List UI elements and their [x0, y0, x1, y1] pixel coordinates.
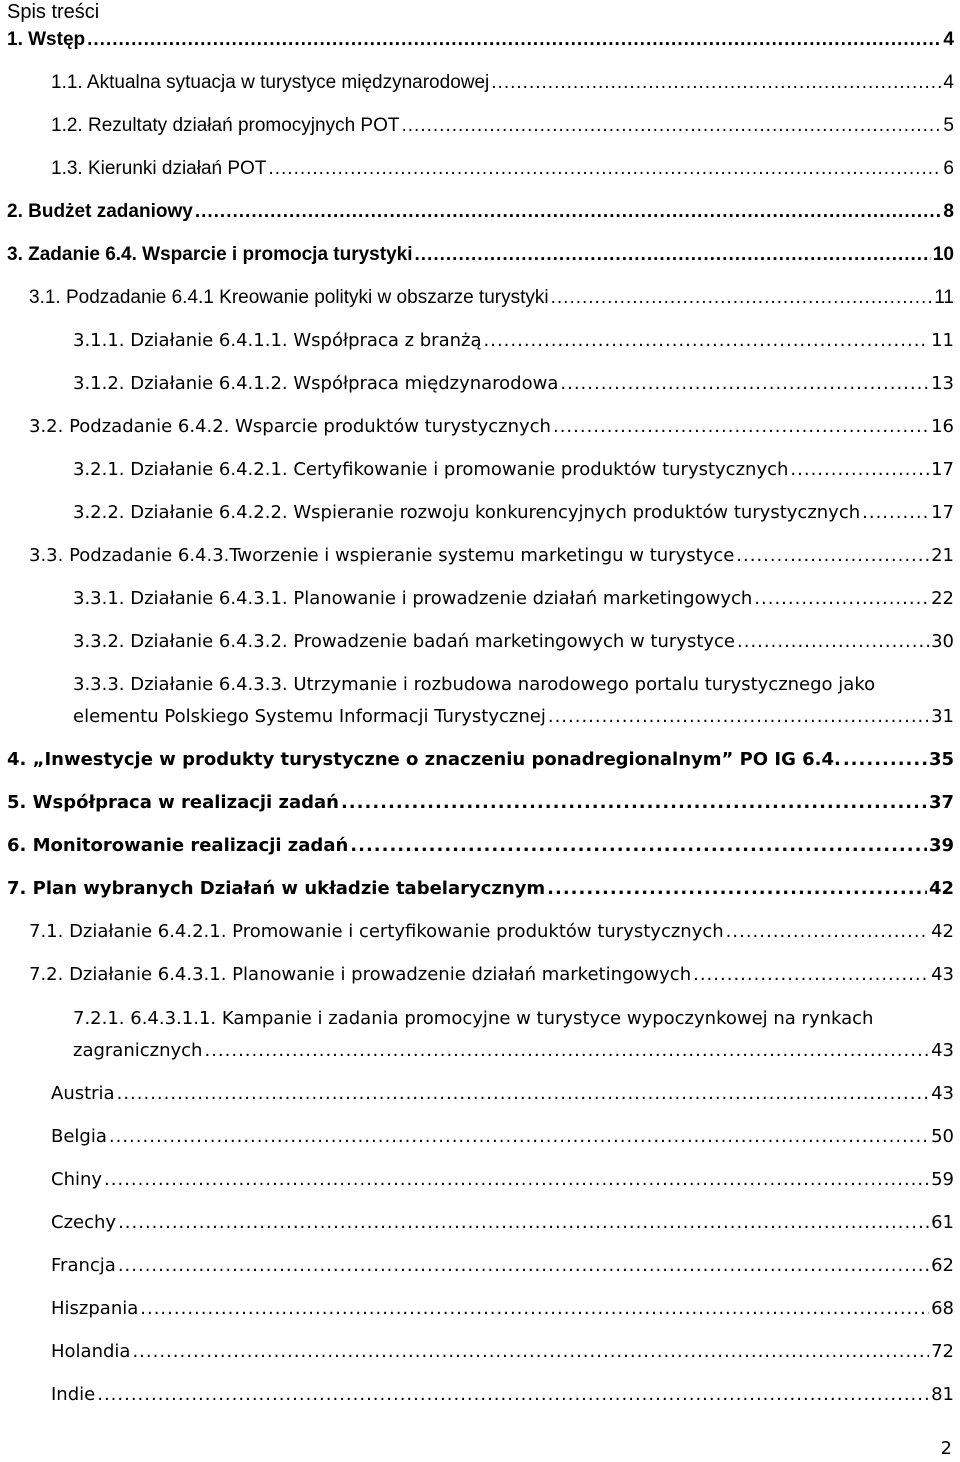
toc-entry-page: 16	[931, 416, 954, 437]
toc-entry-label: 7.2. Działanie 6.4.3.1. Planowanie i prowadzenie działań marketingowych	[29, 964, 692, 985]
toc-entry-page: 30	[931, 631, 954, 652]
toc-entry-page: 11	[934, 287, 954, 308]
toc-leader-dots	[97, 1383, 929, 1407]
toc-leader-dots	[726, 920, 929, 944]
toc-leader-dots	[790, 458, 929, 482]
toc-entry-label: 3. Zadanie 6.4. Wsparcie i promocja turystyki	[7, 244, 413, 265]
toc-entry-label: Chiny	[51, 1169, 103, 1190]
toc-leader-dots	[415, 243, 931, 267]
toc-entry-label: Holandia	[51, 1341, 131, 1362]
toc-leader-dots	[140, 1297, 929, 1321]
toc-leader-dots	[484, 329, 930, 353]
toc-entry-label: zagranicznych	[73, 1040, 203, 1061]
toc-leader-dots	[843, 748, 927, 772]
toc-leader-dots	[693, 963, 929, 987]
toc-leader-dots	[350, 834, 927, 858]
toc-entry-label: 4. „Inwestycje w produkty turystyczne o znaczeniu ponadregionalnym” PO IG 6.4.	[7, 749, 841, 770]
toc-entry-label: 3.1. Podzadanie 6.4.1 Kreowanie polityki w obszarze turystyki	[29, 287, 549, 308]
toc-entry-label: 3.2. Podzadanie 6.4.2. Wsparcie produktów turystycznych	[29, 416, 551, 437]
toc-entry-label: Belgia	[51, 1126, 107, 1147]
toc-entry-page: 11	[931, 330, 954, 351]
toc-entry-page: 8	[943, 201, 954, 222]
toc-entry-label: 3.3.2. Działanie 6.4.3.2. Prowadzenie badań marketingowych w turystyce	[73, 631, 736, 652]
toc-leader-dots	[109, 1125, 929, 1149]
page-number: 2	[940, 1438, 952, 1459]
toc-entry-page: 42	[931, 921, 954, 942]
toc-leader-dots	[736, 544, 929, 568]
toc-entry-label: 3.1.2. Działanie 6.4.1.2. Współpraca międzynarodowa	[73, 373, 559, 394]
toc-leader-dots	[737, 630, 929, 654]
toc-entry-page: 43	[931, 1040, 954, 1061]
toc-leader-dots	[117, 1082, 930, 1106]
toc-entry-label: 7.1. Działanie 6.4.2.1. Promowanie i certyfikowanie produktów turystycznych	[29, 921, 724, 942]
toc-entry-label: 1.2. Rezultaty działań promocyjnych POT	[51, 115, 400, 136]
toc-entry-label: 3.3.1. Działanie 6.4.3.1. Planowanie i prowadzenie działań marketingowych	[73, 588, 753, 609]
toc-entry-page: 22	[931, 588, 954, 609]
toc-entry-page: 17	[931, 502, 954, 523]
toc-entry-label: 6. Monitorowanie realizacji zadań	[7, 835, 349, 856]
toc-entry-page: 43	[931, 964, 954, 985]
toc-leader-dots	[862, 501, 929, 525]
toc-entry-label: 3.3. Podzadanie 6.4.3.Tworzenie i wspieranie systemu marketingu w turystyce	[29, 545, 735, 566]
toc-leader-dots	[560, 372, 929, 396]
toc-entry-label: 1.3. Kierunki działań POT	[51, 158, 267, 179]
toc-entry-label: 3.1.1. Działanie 6.4.1.1. Współpraca z branżą	[73, 330, 482, 351]
toc-leader-dots	[195, 200, 942, 224]
toc-entry-label: 3.2.2. Działanie 6.4.2.2. Wspieranie rozwoju konkurencyjnych produktów turystycznych	[73, 502, 861, 523]
toc-leader-dots	[118, 1211, 929, 1235]
toc-leader-dots	[132, 1340, 929, 1364]
toc-leader-dots	[548, 705, 929, 729]
toc-leader-dots	[547, 877, 927, 901]
toc-entry-label: 1. Wstęp	[7, 29, 86, 50]
toc-title: Spis treści	[7, 1, 100, 23]
toc-entry-label: Francja	[51, 1255, 116, 1276]
toc-leader-dots	[551, 286, 933, 310]
toc-leader-dots	[553, 415, 929, 439]
toc-entry-page: 59	[931, 1169, 954, 1190]
toc-entry-page: 37	[928, 792, 954, 813]
toc-leader-dots	[204, 1039, 929, 1063]
toc-entry-page: 42	[928, 878, 954, 899]
toc-entry-page: 62	[931, 1255, 954, 1276]
toc-entry-page: 10	[932, 244, 954, 265]
toc-entry-label: 5. Współpraca w realizacji zadań	[7, 792, 339, 813]
toc-entry-page: 50	[931, 1126, 954, 1147]
toc-entry-3-3-3-line1[interactable]: 3.3.3. Działanie 6.4.3.3. Utrzymanie i rozbudowa narodowego portalu turystycznego jako	[73, 674, 876, 695]
toc-entry-page: 5	[943, 115, 954, 136]
toc-entry-page: 21	[931, 545, 954, 566]
toc-entry-label: elementu Polskiego Systemu Informacji Turystycznej	[73, 706, 546, 727]
toc-entry-page: 4	[943, 29, 954, 50]
toc-entry-label: Austria	[51, 1083, 115, 1104]
toc-entry-label: 3.2.1. Działanie 6.4.2.1. Certyfikowanie i promowanie produktów turystycznych	[73, 459, 789, 480]
toc-leader-dots	[491, 71, 941, 95]
toc-entry-label: 2. Budżet zadaniowy	[7, 201, 193, 222]
toc-entry-label: Czechy	[51, 1212, 117, 1233]
toc-entry-page: 43	[931, 1083, 954, 1104]
toc-leader-dots	[402, 114, 942, 138]
toc-entry-label: 1.1. Aktualna sytuacja w turystyce międzynarodowej	[51, 72, 490, 93]
toc-leader-dots	[118, 1254, 929, 1278]
toc-leader-dots	[268, 157, 941, 181]
toc-entry-label: Indie	[51, 1384, 96, 1405]
toc-entry-page: 61	[931, 1212, 954, 1233]
toc-entry-7-2-1-line1[interactable]: 7.2.1. 6.4.3.1.1. Kampanie i zadania promocyjne w turystyce wypoczynkowej na rynkach	[73, 1008, 874, 1029]
toc-entry-page: 72	[931, 1341, 954, 1362]
toc-entry-page: 68	[931, 1298, 954, 1319]
toc-entry-page: 39	[928, 835, 954, 856]
toc-entry-page: 4	[943, 72, 954, 93]
toc-leader-dots	[87, 28, 941, 52]
toc-leader-dots	[341, 791, 927, 815]
toc-entry-page: 6	[943, 158, 954, 179]
toc-entry-page: 13	[931, 373, 954, 394]
toc-leader-dots	[104, 1168, 929, 1192]
toc-entry-page: 35	[928, 749, 954, 770]
toc-entry-page: 81	[931, 1384, 954, 1405]
toc-entry-page: 17	[931, 459, 954, 480]
toc-leader-dots	[754, 587, 929, 611]
toc-entry-label: Hiszpania	[51, 1298, 139, 1319]
toc-entry-page: 31	[931, 706, 954, 727]
toc-entry-label: 7. Plan wybranych Działań w układzie tabelarycznym	[7, 878, 546, 899]
